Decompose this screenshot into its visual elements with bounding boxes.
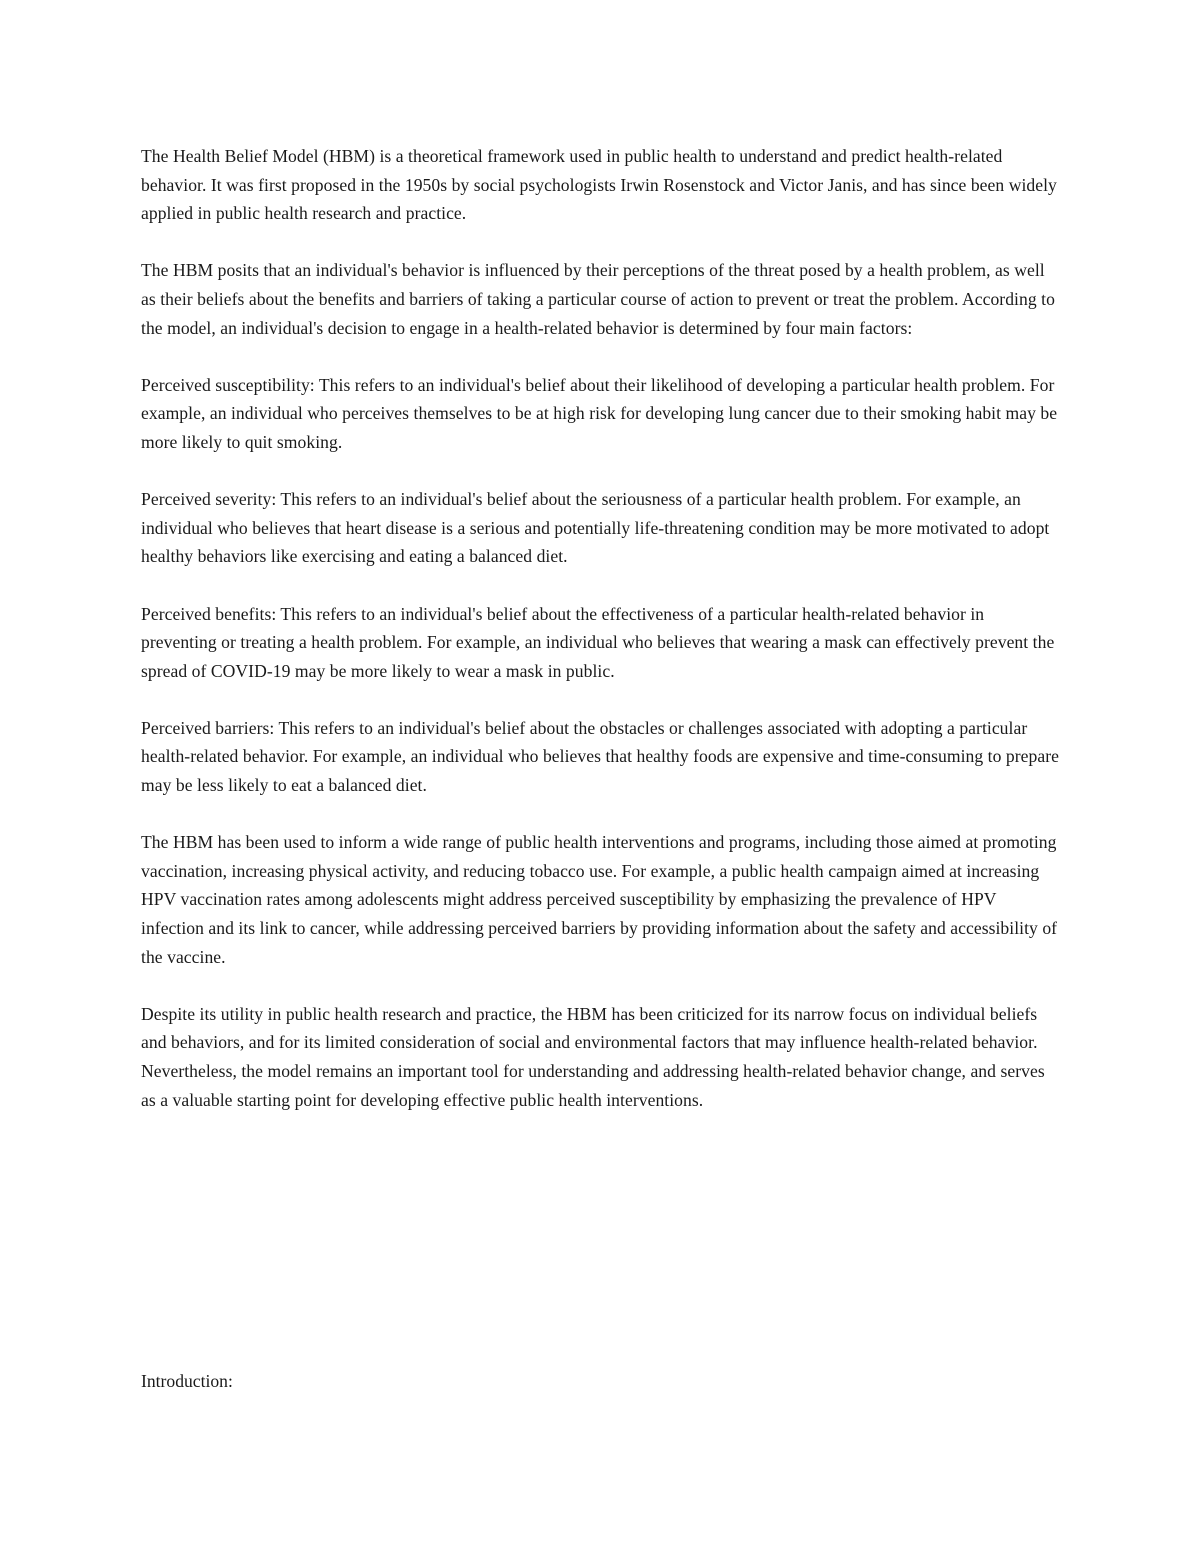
paragraph-hbm-definition: The Health Belief Model (HBM) is a theoretical framework used in public health to understand and predict health-related behavior. It was first proposed in the 1950s by social psychologists Irwin Rosenstock and Victor Janis, and has since been widely applied in public health research and practice. (141, 146, 1057, 224)
paragraph-perceived-barriers: Perceived barriers: This refers to an individual's belief about the obstacles or challenges associated with adopting a particular health-related behavior. For example, an individual who believes that healthy foods are expensive and time-consuming to prepare may be less likely to eat a balanced diet. (141, 717, 1059, 796)
document-body (141, 142, 1061, 1143)
introduction-heading: Introduction: (141, 1371, 233, 1391)
paragraph-perceived-severity: Perceived severity: This refers to an individual's belief about the seriousness of a particular health problem. For example, an individual who believes that heart disease is a serious and potentially life-threatening condition may be more motivated to adopt healthy behaviors like exercising and eating a balanced diet. (141, 489, 1050, 567)
paragraph-hbm-criticism: Despite its utility in public health research and practice, the HBM has been criticized for its narrow focus on individual beliefs and behaviors, and for its limited consideration of social and environmental factors that may influence health-related behavior. Nevertheless, the model remains an important tool for understanding and addressing health-related behavior change, and serves as a valuable starting point for developing effective public health interventions. (141, 1003, 1045, 1110)
paragraph-perceived-susceptibility: Perceived susceptibility: This refers to an individual's belief about their likelihood of developing a particular health problem. For example, an individual who perceives themselves to be at high risk for developing lung cancer due to their smoking habit may be more likely to quit smoking. (141, 374, 1058, 452)
paragraph-hbm-interventions: The HBM has been used to inform a wide range of public health interventions and programs, including those aimed at promoting vaccination, increasing physical activity, and reducing tobacco use. For example, a public health campaign aimed at increasing HPV vaccination rates among adolescents might address perceived susceptibility by emphasizing the prevalence of HPV infection and its link to cancer, while addressing perceived barriers by providing information about the safety and accessibility of the vaccine. (141, 832, 1058, 967)
paragraph-hbm-posits: The HBM posits that an individual's behavior is influenced by their perceptions of the threat posed by a health problem, as well as their beliefs about the benefits and barriers of taking a particular course of action to prevent or treat the problem. According to the model, an individual's decision to engage in a health-related behavior is determined by four main factors: (141, 260, 1055, 338)
paragraph-perceived-benefits: Perceived benefits: This refers to an individual's belief about the effectiveness of a particular health-related behavior in preventing or treating a health problem. For example, an individual who believes that wearing a mask can effectively prevent the spread of COVID-19 may be more likely to wear a mask in public. (141, 603, 1055, 681)
